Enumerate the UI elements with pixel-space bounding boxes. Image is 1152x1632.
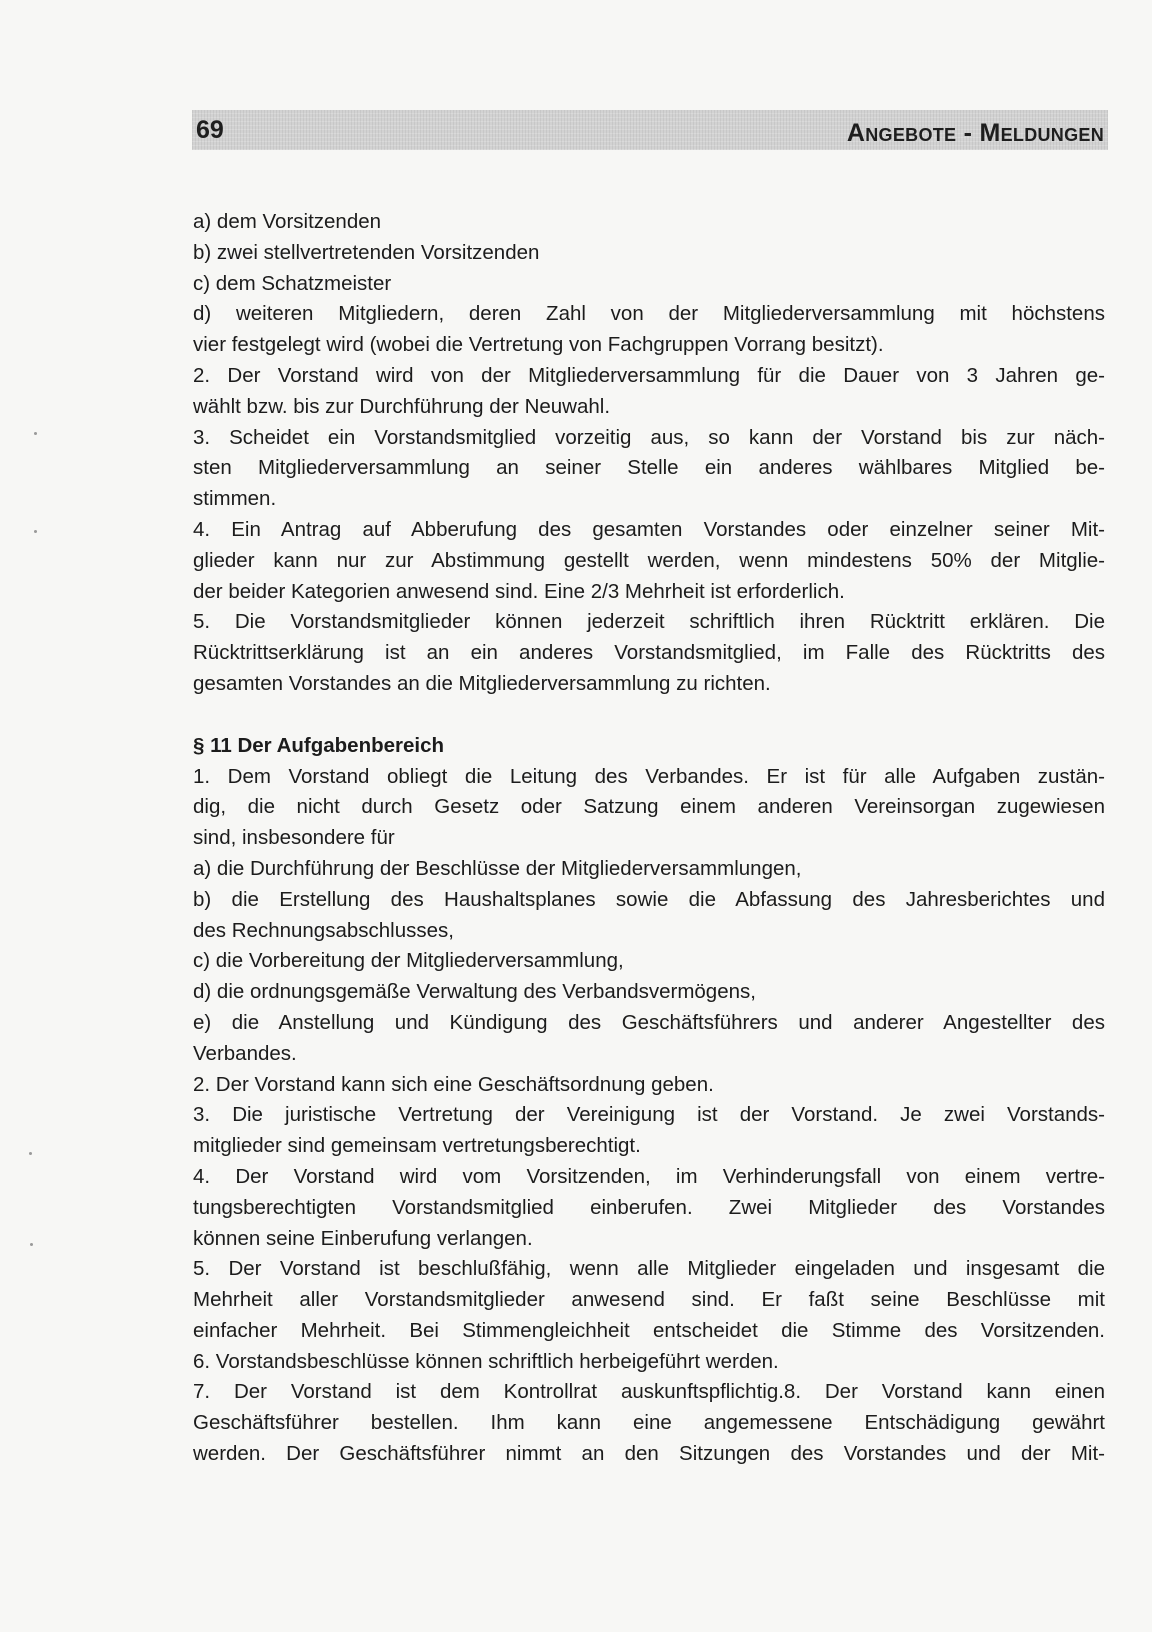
text-line: 1. Dem Vorstand obliegt die Leitung des Verbandes. Er ist für alle Aufgaben zustän- [193,764,1105,788]
text-line: 5. Die Vorstandsmitglieder können jederzeit schriftlich ihren Rücktritt erklären. Die [193,610,1105,634]
text-line: können seine Einberufung verlangen. [193,1226,533,1250]
text-line: mitglieder sind gemeinsam vertretungsberechtigt. [193,1134,641,1158]
text-line: 6. Vorstandsbeschlüsse können schriftlich herbeigeführt werden. [193,1349,779,1373]
text-line: glieder kann nur zur Abstimmung gestellt werden, wenn mindestens 50% der Mitglie- [193,548,1105,572]
text-line: e) die Anstellung und Kündigung des Geschäftsführers und anderer Angestellter des [193,1010,1105,1034]
text-line: d) weiteren Mitgliedern, deren Zahl von der Mitgliederversammlung mit höchstens [193,302,1105,326]
text-line: des Rechnungsabschlusses, [193,918,454,942]
text-line: Mehrheit aller Vorstandsmitglieder anwesend sind. Er faßt seine Beschlüsse mit [193,1288,1105,1312]
text-line: 7. Der Vorstand ist dem Kontrollrat auskunftspflichtig.8. Der Vorstand kann einen [193,1380,1105,1404]
margin-mark [29,1152,32,1155]
text-line: 4. Der Vorstand wird vom Vorsitzenden, im Verhinderungsfall von einem vertre- [193,1164,1105,1188]
text-line: Verbandes. [193,1041,297,1065]
text-line: b) die Erstellung des Haushaltsplanes sowie die Abfassung des Jahresberichtes und [193,887,1105,911]
text-line: werden. Der Geschäftsführer nimmt an den Sitzungen des Vorstandes und der Mit- [193,1442,1105,1466]
text-line: der beider Kategorien anwesend sind. Eine 2/3 Mehrheit ist erforderlich. [193,579,845,603]
text-line: b) zwei stellvertretenden Vorsitzenden [193,240,540,264]
text-line: Geschäftsführer bestellen. Ihm kann eine angemessene Entschädigung gewährt [193,1411,1105,1435]
paragraph-spacer [193,700,1105,731]
text-line: Rücktrittserklärung ist an ein anderes Vorstandsmitglied, im Falle des Rücktritts des [193,641,1105,665]
text-line: vier festgelegt wird (wobei die Vertretung von Fachgruppen Vorrang besitzt). [193,333,884,357]
margin-mark [34,432,37,435]
text-line: sten Mitgliederversammlung an seiner Stelle ein anderes wählbares Mitglied be- [193,456,1105,480]
running-title: Angebote - Meldungen [846,119,1104,147]
text-line: dig, die nicht durch Gesetz oder Satzung einem anderen Vereinsorgan zugewiesen [193,795,1105,819]
text-line: gesamten Vorstandes an die Mitgliederversammlung zu richten. [193,671,771,695]
text-line: stimmen. [193,487,277,511]
text-line: 5. Der Vorstand ist beschlußfähig, wenn alle Mitglieder eingeladen und insgesamt die [193,1257,1105,1281]
margin-mark [34,530,37,533]
section-heading: § 11 Der Aufgabenbereich [193,733,445,757]
text-line: 3. Die juristische Vertretung der Vereinigung ist der Vorstand. Je zwei Vorstands- [193,1103,1105,1127]
text-line: tungsberechtigten Vorstandsmitglied einberufen. Zwei Mitglieder des Vorstandes [193,1195,1105,1219]
text-line: a) die Durchführung der Beschlüsse der Mitgliederversammlungen, [193,856,802,880]
text-line: c) die Vorbereitung der Mitgliederversammlung, [193,949,624,973]
text-line: 2. Der Vorstand kann sich eine Geschäftsordnung geben. [193,1072,714,1096]
body-text [193,207,1105,1470]
text-line: 4. Ein Antrag auf Abberufung des gesamten Vorstandes oder einzelner seiner Mit- [193,517,1105,541]
margin-mark [30,1243,33,1246]
text-line: 3. Scheidet ein Vorstandsmitglied vorzeitig aus, so kann der Vorstand bis zur näch- [193,425,1105,449]
page-number: 69 [196,116,224,144]
text-line: a) dem Vorsitzenden [193,210,382,233]
text-line: d) die ordnungsgemäße Verwaltung des Verbandsvermögens, [193,980,756,1004]
text-line: 2. Der Vorstand wird von der Mitgliederversammlung für die Dauer von 3 Jahren ge- [193,363,1105,387]
text-line: sind, insbesondere für [193,826,395,850]
text-line: einfacher Mehrheit. Bei Stimmengleichheit entscheidet die Stimme des Vorsitzenden. [193,1318,1105,1342]
text-line: c) dem Schatzmeister [193,271,392,295]
text-line: wählt bzw. bis zur Durchführung der Neuwahl. [193,394,611,418]
